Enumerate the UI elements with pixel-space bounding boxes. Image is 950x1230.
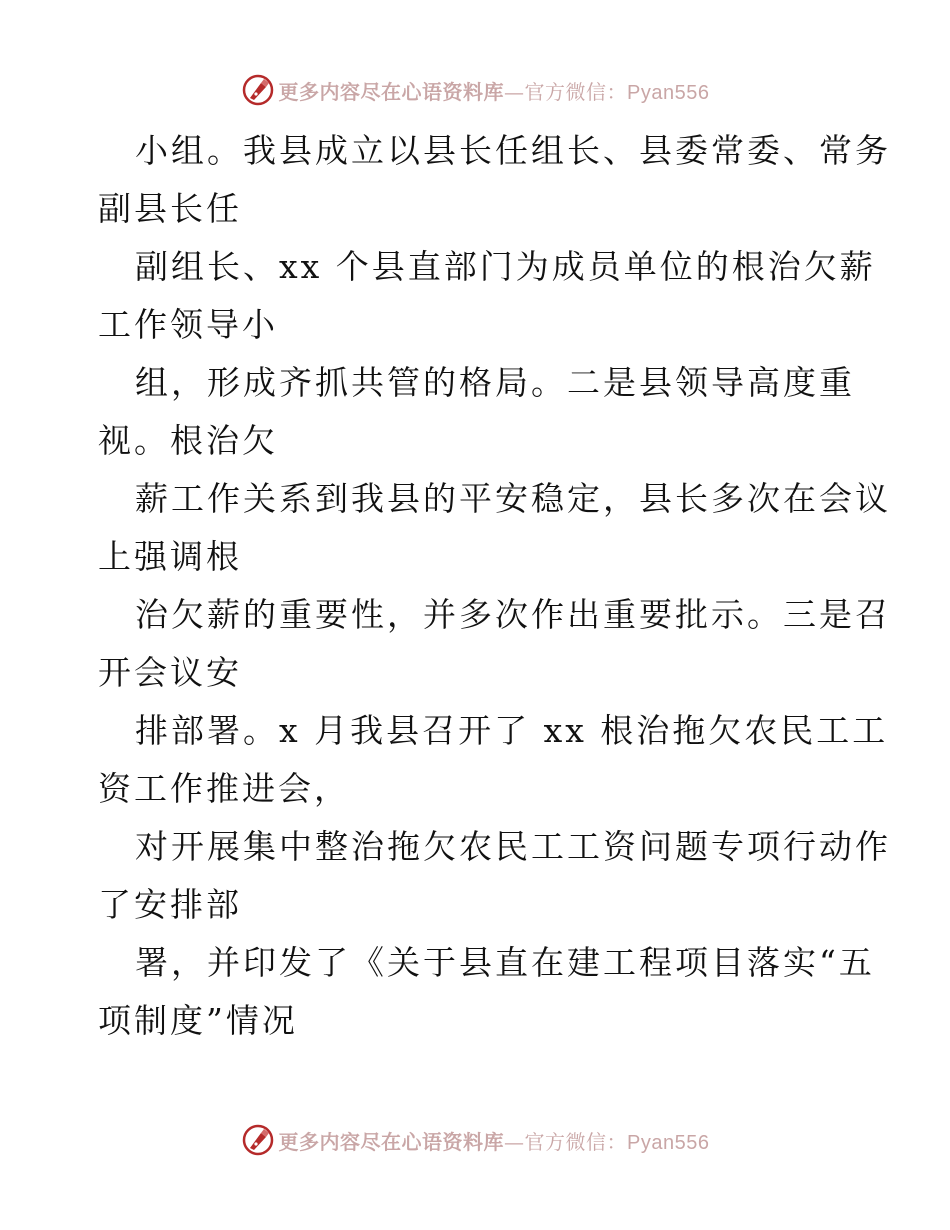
- watermark-sub-text: 官方微信：: [524, 79, 628, 104]
- watermark-handle: Pyan556: [627, 1131, 710, 1154]
- watermark-dash: —: [504, 1129, 525, 1154]
- watermark-sub-text: 官方微信：: [524, 1129, 628, 1154]
- paragraph-line: 工作领导小: [98, 305, 278, 344]
- watermark-main-text: 更多内容尽在心语资料库: [278, 79, 505, 104]
- watermark-main-text: 更多内容尽在心语资料库: [278, 1129, 505, 1154]
- header-watermark: [0, 70, 950, 110]
- watermark-handle: Pyan556: [627, 81, 710, 104]
- pen-nib-logo-icon: [241, 1123, 275, 1157]
- document-body: [98, 122, 891, 1050]
- paragraph-line: 治欠薪的重要性，并多次作出重要批示。三是召: [135, 595, 891, 634]
- paragraph-line: 副县长任: [98, 189, 242, 228]
- paragraph-line: 署，并印发了《关于县直在建工程项目落实“五: [135, 943, 875, 982]
- footer-watermark: [0, 1120, 950, 1160]
- pen-nib-logo-icon: [241, 73, 275, 107]
- paragraph-line: 副组长、xx 个县直部门为成员单位的根治欠薪: [135, 247, 876, 286]
- paragraph: [98, 818, 891, 934]
- paragraph-line: 薪工作关系到我县的平安稳定，县长多次在会议: [135, 479, 891, 518]
- paragraph: [98, 934, 875, 1050]
- paragraph: [98, 470, 891, 586]
- paragraph-line: 开会议安: [98, 653, 242, 692]
- paragraph-line: 资工作推进会，: [98, 769, 350, 808]
- paragraph-line: 项制度”情况: [98, 1001, 298, 1040]
- paragraph: [98, 122, 891, 238]
- paragraph-line: 组，形成齐抓共管的格局。二是县领导高度重: [135, 363, 855, 402]
- paragraph: [98, 586, 891, 702]
- paragraph-line: 排部署。x 月我县召开了 xx 根治拖欠农民工工: [135, 711, 889, 750]
- paragraph-line: 上强调根: [98, 537, 242, 576]
- paragraph-line: 视。根治欠: [98, 421, 278, 460]
- paragraph-line: 对开展集中整治拖欠农民工工资问题专项行动作: [135, 827, 891, 866]
- paragraph-line: 了安排部: [98, 885, 242, 924]
- paragraph: [98, 702, 889, 818]
- paragraph: [98, 238, 876, 354]
- paragraph: [98, 354, 868, 470]
- paragraph-line: 小组。我县成立以县长任组长、县委常委、常务: [135, 131, 891, 170]
- watermark-dash: —: [504, 79, 525, 104]
